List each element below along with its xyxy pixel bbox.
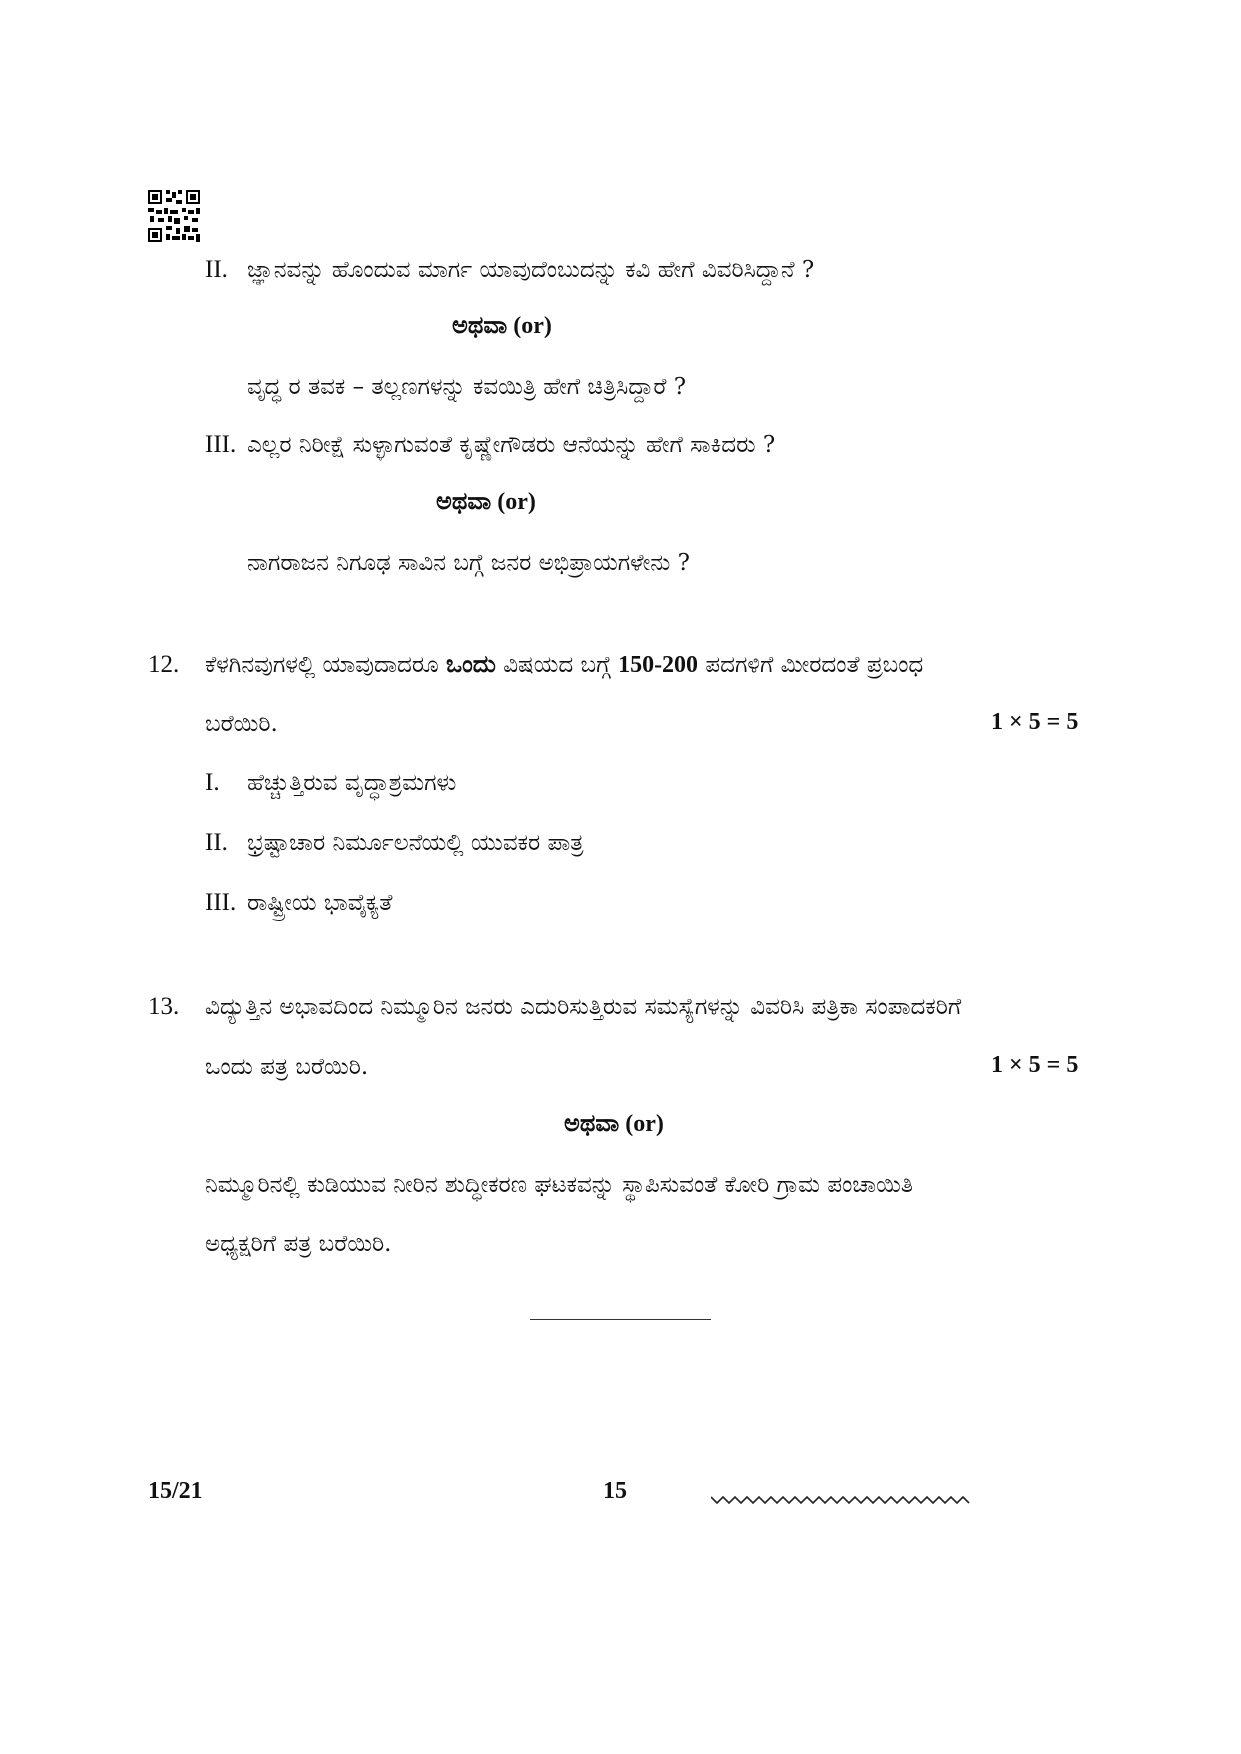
alternative-question: ನಾಗರಾಜನ ನಿಗೂಢ ಸಾವಿನ ಬಗ್ಗೆ ಜನರ ಅಭಿಪ್ರಾಯಗಳೇನು ?: [247, 550, 690, 576]
alternative-question-continued: ಅಧ್ಯಕ್ಷರಿಗೆ ಪತ್ರ ಬರೆಯಿರಿ.: [205, 1231, 392, 1257]
wavy-line-decoration: [711, 1493, 971, 1507]
question-text-continued: ಒಂದು ಪತ್ರ ಬರೆಯಿರಿ.: [205, 1054, 369, 1080]
question-text: ಜ್ಞಾನವನ್ನು ಹೊಂದುವ ಮಾರ್ಗ ಯಾವುದೆಂಬುದನ್ನು ಕವಿ ಹೇಗೆ ವಿವರಿಸಿದ್ದಾನೆ ?: [247, 257, 815, 283]
alternative-question: ನಿಮ್ಮೂರಿನಲ್ಲಿ ಕುಡಿಯುವ ನೀರಿನ ಶುದ್ಧೀಕರಣ ಘಟಕವನ್ನು ಸ್ಥಾಪಿಸುವಂತೆ ಕೋರಿ ಗ್ರಾಮ ಪಂಚಾಯಿತಿ: [205, 1172, 913, 1198]
or-label: ಅಥವಾ (or): [436, 489, 536, 515]
option-numeral: III.: [205, 889, 237, 916]
question-number: 12.: [148, 651, 180, 678]
option-text: ಭ್ರಷ್ಟಾಚಾರ ನಿರ್ಮೂಲನೆಯಲ್ಲಿ ಯುವಕರ ಪಾತ್ರ: [247, 830, 584, 856]
word-range: 150-200: [618, 652, 699, 678]
question-text: ಎಲ್ಲರ ನಿರೀಕ್ಷೆ ಸುಳ್ಳಾಗುವಂತೆ ಕೃಷ್ಣೇಗೌಡರು ಆನೆಯನ್ನು ಹೇಗೆ ಸಾಕಿದರು ?: [247, 432, 776, 458]
item-numeral: III.: [205, 431, 237, 458]
item-numeral: II.: [205, 256, 228, 283]
question-text: ವಿದ್ಯುತ್ತಿನ ಅಭಾವದಿಂದ ನಿಮ್ಮೂರಿನ ಜನರು ಎದುರಿಸುತ್ತಿರುವ ಸಮಸ್ಯೆಗಳನ್ನು ವಿವರಿಸಿ ಪತ್ರಿಕಾ ಸಂಪಾದಕರಿಗೆ: [205, 994, 962, 1020]
question-text: [205, 650, 923, 680]
end-rule: [530, 1319, 711, 1320]
option-numeral: II.: [205, 829, 228, 856]
question-text-continued: ಬರೆಯಿರಿ.: [205, 711, 278, 737]
alternative-question: ವೃದ್ಧ ರ ತವಕ – ತಲ್ಲಣಗಳನ್ನು ಕವಯಿತ್ರಿ ಹೇಗೆ ಚಿತ್ರಿಸಿದ್ದಾರೆ ?: [247, 374, 687, 400]
text-segment: ಕೆಳಗಿನವುಗಳಲ್ಲಿ ಯಾವುದಾದರೂ: [205, 652, 446, 678]
qr-code: [148, 190, 200, 242]
option-text: ರಾಷ್ಟ್ರೀಯ ಭಾವೈಕ್ಯತೆ: [247, 890, 393, 916]
option-text: ಹೆಚ್ಚುತ್ತಿರುವ ವೃದ್ಧಾಶ್ರಮಗಳು: [247, 770, 457, 796]
question-number: 13.: [148, 993, 180, 1020]
text-segment: ವಿಷಯದ ಬಗ್ಗೆ: [495, 652, 619, 678]
text-segment: ಪದಗಳಿಗೆ ಮೀರದಂತೆ ಪ್ರಬಂಧ: [698, 652, 924, 678]
or-label: ಅಥವಾ (or): [564, 1111, 664, 1137]
marks: 1 × 5 = 5: [991, 709, 1079, 735]
or-label: ಅಥವಾ (or): [452, 313, 552, 339]
emphasis: ಒಂದು: [446, 652, 496, 678]
footer-code: 15/21: [148, 1478, 203, 1504]
page-number: 15: [603, 1478, 627, 1504]
option-numeral: I.: [205, 769, 220, 796]
marks: 1 × 5 = 5: [991, 1052, 1079, 1078]
